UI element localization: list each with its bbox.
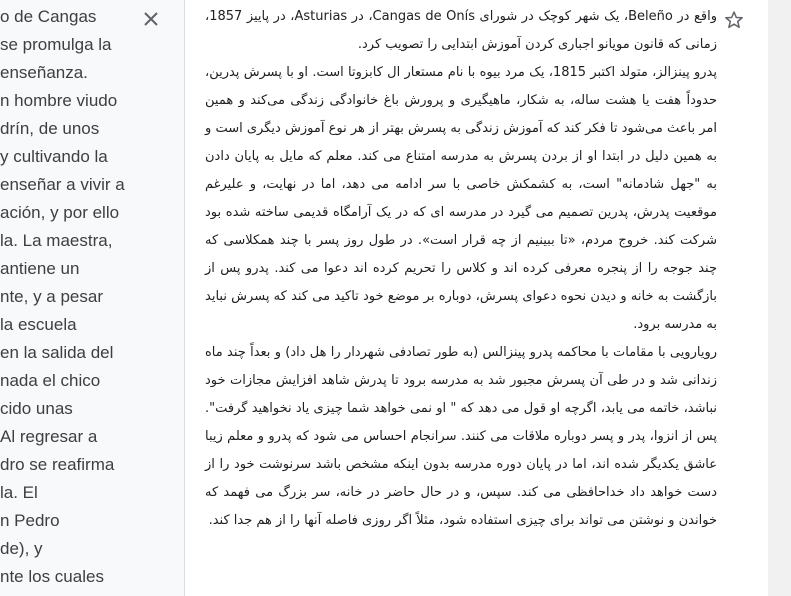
source-line: y cultivando la <box>0 147 108 166</box>
source-line: la. La maestra, <box>0 231 113 250</box>
star-icon <box>724 10 744 30</box>
source-line: la. El <box>0 483 38 502</box>
source-line: dro se reafirma <box>0 455 115 474</box>
source-line: antiene un <box>0 259 80 278</box>
source-line: n Pedro <box>0 511 60 530</box>
source-line: Al regresar a <box>0 427 98 446</box>
source-line: en la salida del <box>0 343 114 362</box>
source-line: la escuela <box>0 315 77 334</box>
scrollbar[interactable] <box>768 0 791 596</box>
close-icon <box>143 11 159 27</box>
source-line: o de Cangas <box>0 7 97 26</box>
source-line: de), y <box>0 539 43 558</box>
source-line: se promulga la <box>0 35 112 54</box>
source-line: nte los cuales <box>0 567 104 586</box>
source-line: drín, de unos <box>0 119 100 138</box>
source-line: n hombre viudo <box>0 91 118 110</box>
source-line: cido unas <box>0 399 73 418</box>
source-line: enseñanza. <box>0 63 88 82</box>
translation-pane <box>185 0 768 596</box>
clear-source-button[interactable] <box>141 9 161 29</box>
source-line: enseñar a vivir a <box>0 175 125 194</box>
scrollbar-track[interactable] <box>768 0 791 596</box>
translation-paragraph: واقع در Beleño، یک شهر کوچک در شورای Cangas de Onís، در Asturias، در پاییز 1857، زمانی که قانون مویانو اجباری کردن آموزش ابتدایی را تصویب کرد. <box>205 9 718 52</box>
source-text-pane <box>0 0 184 596</box>
source-line: nte, y a pesar <box>0 287 104 306</box>
save-translation-button[interactable] <box>723 9 745 31</box>
translation-paragraph: پدرو پینزالز، متولد اکتبر 1815، یک مرد بیوه با نام مستعار ال کابزوتا است. او با پسرش پدرین، حدوداً هفت یا هشت ساله، به شکار، ماهیگیری و پرورش باغ خانوادگی زندگی می‌کند و همین امر باعث می‌شود تا فکر کند که آموزش زندگی به پسرش بهتر از هر نوع آموزش دیگری است و به همین دلیل در ابتدا او از بردن پسرش به مدرسه امتناع می کند. معلم که مایل به پایان دادن به "جهل شادمانه" است، به کشمکش خاصی با سر ادامه می دهد، اما در نهایت، و علیرغم موقعیت پدرش، پدرین تصمیم می گیرد در مدرسه ای که در یک آرامگاه قدیمی ساخته شده بود شرکت کند. خروج مردم، «تا ببینیم از چه قرار است». در طول روز پسر با چند همکلاسی که چند جوجه را از پنجره معرفی کرده اند و کلاس را تحریم کرده اند دعوا می کند. پدرو پس از بازگشت به خانه و دیدن نحوه دعوای پسرش، دوباره بر موضع خود تاکید می کند که پسرش نباید به مدرسه برود. <box>205 65 718 332</box>
translation-paragraph: رویارویی با مقامات با محاکمه پدرو پینزالس (به طور تصادفی شهردار را هل داد) و بعداً چند ماه زندانی شد و در طی آن پسرش مجبور شد به مدرسه برود تا پدرش شاهد افزایش مجازات خود نباشد، خاتمه می یابد، اگرچه او قول می دهد که " او نمی خواهد شما چیزی یاد نخواهید گرفت". پس از انزوا، پدر و پسر دوباره ملاقات می کنند. سرانجام احساس می شود که پدرو و معلم زیبا عاشق یکدیگر شده اند، اما در پایان دوره مدرسه بدون اینکه مشخص باشد سرنوشت خود را از دست خواهد داد خداحافظی می کند. سپس، و در حال حاضر در خانه، سر بزرگ می فهمد که خواندن و نوشتن می تواند برای چیزی استفاده شود، مثلاً اگر روزی فاصله آنها را از هم جدا کند. <box>205 345 717 528</box>
translation-output <box>205 3 717 535</box>
source-line: ación, y por ello <box>0 203 120 222</box>
source-line: nada el chico <box>0 371 101 390</box>
